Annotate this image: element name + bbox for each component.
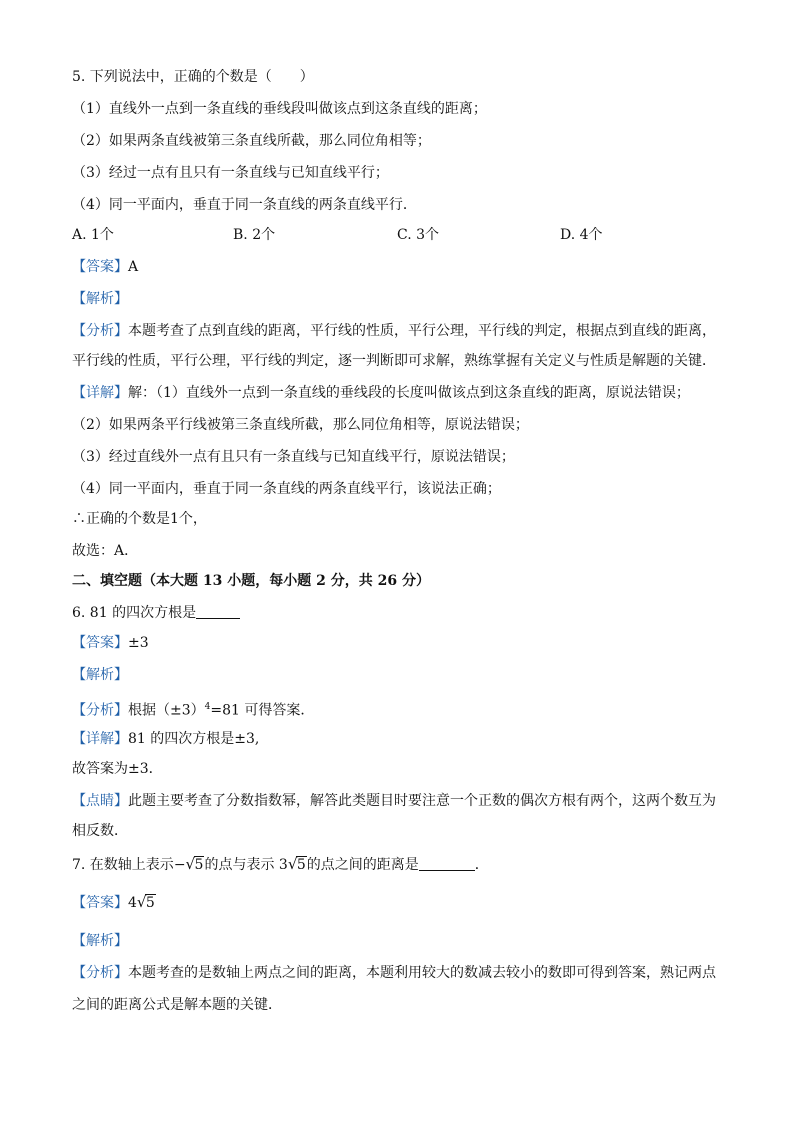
q5-fenxi-line-2: 平行线的性质，平行公理，平行线的判定，逐一判断即可求解，熟练掌握有关定义与性质是解题的关键． bbox=[72, 353, 716, 369]
q7-stem-c: 的点之间的距离是 bbox=[306, 857, 419, 873]
fenxi-tag: 【分析】 bbox=[72, 702, 128, 719]
q5-detail-line-3: （3）经过直线外一点有且只有一条直线与已知直线平行，原说法错误； bbox=[72, 449, 515, 465]
q6-fenxi bbox=[72, 698, 314, 720]
q5-detail-line-2: （2）如果两条平行线被第三条直线所截，那么同位角相等，原说法错误； bbox=[72, 417, 529, 433]
q5-option-a: A. 1个 bbox=[72, 227, 114, 243]
exponent: 4 bbox=[204, 702, 211, 712]
q6-dianjing-line-2: 相反数． bbox=[72, 823, 128, 839]
q6-detail bbox=[72, 730, 259, 748]
fenxi-text: 本题考查了点到直线的距离，平行线的性质，平行公理，平行线的判定，根据点到直线的距离， bbox=[128, 323, 716, 339]
q5-answer bbox=[72, 258, 138, 276]
q5-option-b: B. 2个 bbox=[233, 227, 276, 243]
fenxi-text-a: 根据（±3） bbox=[128, 702, 205, 719]
fenxi-tag: 【分析】 bbox=[72, 323, 128, 339]
answer-value: A bbox=[128, 259, 139, 275]
q7-stem bbox=[72, 856, 489, 874]
q6-stem-text: 6. 81 的四次方根是 bbox=[72, 605, 197, 621]
q5-stem: 5. 下列说法中，正确的个数是（ ） bbox=[72, 69, 314, 85]
q5-conclusion: ∴正确的个数是1个， bbox=[72, 511, 207, 527]
q6-answer bbox=[72, 634, 149, 652]
q7-analysis-tag bbox=[72, 932, 128, 950]
q7-stem-end: ． bbox=[474, 857, 489, 873]
q6-final: 故答案为±3． bbox=[72, 761, 163, 777]
section-title: 二、填空题（本大题 13 小题，每小题 2 分，共 26 分） bbox=[72, 573, 430, 589]
q5-detail-line-4: （4）同一平面内，垂直于同一条直线的两条直线平行，该说法正确； bbox=[72, 481, 501, 497]
answer-blank bbox=[196, 604, 240, 619]
q7-fenxi-line-1 bbox=[72, 964, 716, 982]
answer-tag: 【答案】 bbox=[72, 635, 128, 651]
radicand: 5 bbox=[194, 857, 204, 873]
q6-dianjing-line-1 bbox=[72, 792, 716, 810]
answer-tag: 【答案】 bbox=[72, 895, 128, 911]
fenxi-text-b: =81 可得答案． bbox=[210, 702, 315, 719]
answer-coef: 4 bbox=[128, 895, 137, 911]
q7-answer bbox=[72, 894, 156, 912]
q5-item-1: （1）直线外一点到一条直线的垂线段叫做该点到这条直线的距离； bbox=[72, 101, 487, 117]
minus-sign: − bbox=[173, 857, 186, 873]
q7-fenxi-line-2: 之间的距离公式是解本题的关键． bbox=[72, 997, 282, 1013]
dianjing-text: 此题主要考查了分数指数幂，解答此类题目时要注意一个正数的偶次方根有两个，这两个数互为 bbox=[128, 793, 716, 809]
detail-text: 81 的四次方根是±3, bbox=[128, 731, 260, 747]
q5-option-d: D. 4个 bbox=[560, 227, 603, 243]
radicand: 5 bbox=[145, 895, 155, 911]
q5-choose: 故选：A． bbox=[72, 543, 139, 559]
fenxi-text: 本题考查的是数轴上两点之间的距离，本题利用较大的数减去较小的数即可得到答案，熟记两点 bbox=[128, 965, 716, 981]
sqrt-expression: √ 5 bbox=[287, 855, 306, 873]
q7-stem-a: 7. 在数轴上表示 bbox=[72, 857, 174, 873]
q5-item-4: （4）同一平面内，垂直于同一条直线的两条直线平行． bbox=[72, 197, 417, 213]
answer-blank bbox=[419, 856, 475, 871]
detail-text: 解：（1）直线外一点到一条直线的垂线段的长度叫做该点到这条直线的距离，原说法错误； bbox=[128, 385, 690, 401]
q5-fenxi-line-1 bbox=[72, 322, 716, 340]
detail-tag: 【详解】 bbox=[72, 385, 128, 401]
q5-detail-line-1 bbox=[72, 384, 690, 402]
dianjing-tag: 【点睛】 bbox=[72, 793, 128, 809]
q7-stem-b: 的点与表示 3 bbox=[204, 857, 288, 873]
q5-option-c: C. 3个 bbox=[397, 227, 440, 243]
analysis-tag: 【解析】 bbox=[72, 667, 128, 683]
q5-analysis-tag bbox=[72, 290, 128, 308]
q6-stem bbox=[72, 604, 240, 622]
radicand: 5 bbox=[296, 857, 306, 873]
q6-analysis-tag bbox=[72, 666, 128, 684]
answer-value: ±3 bbox=[128, 635, 149, 651]
sqrt-expression: √ 5 bbox=[136, 893, 155, 911]
analysis-tag: 【解析】 bbox=[72, 933, 128, 949]
fenxi-tag: 【分析】 bbox=[72, 965, 128, 981]
q5-item-3: （3）经过一点有且只有一条直线与已知直线平行； bbox=[72, 165, 389, 181]
sqrt-expression: √ 5 bbox=[185, 855, 204, 873]
answer-tag: 【答案】 bbox=[72, 259, 128, 275]
analysis-tag: 【解析】 bbox=[72, 291, 128, 307]
q5-item-2: （2）如果两条直线被第三条直线所截，那么同位角相等； bbox=[72, 133, 431, 149]
detail-tag: 【详解】 bbox=[72, 731, 128, 747]
